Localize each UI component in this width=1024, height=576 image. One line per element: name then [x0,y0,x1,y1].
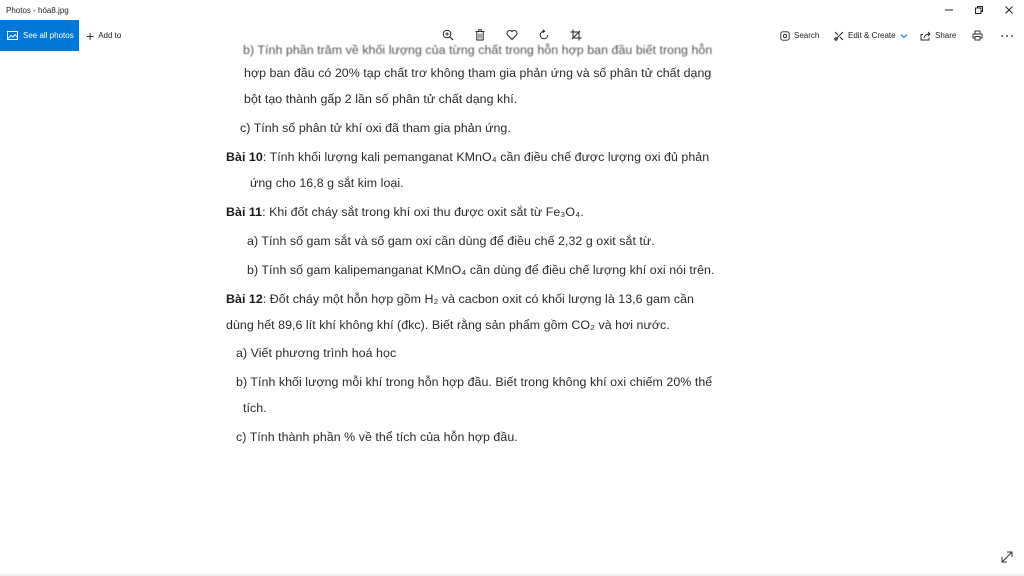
close-icon[interactable] [994,0,1024,20]
photo-viewer [0,43,1024,576]
window-controls [934,0,1024,20]
exercise-10 [226,150,709,164]
restore-icon[interactable] [964,0,994,20]
text-line: c) Tính số phân tử khí oxi đã tham gia phản ứng. [240,121,511,135]
text-line: bột tạo thành gấp 2 lần số phân tử chất dạng khí. [244,92,518,106]
share-label: Share [935,31,957,40]
edit-create-icon [834,31,844,41]
title-bar [0,0,1024,20]
see-all-photos-label: See all photos [23,31,74,40]
add-to-label: Add to [98,31,122,40]
crop-icon[interactable] [569,28,583,42]
search-icon [780,31,790,41]
see-all-photos-button[interactable] [0,20,79,51]
share-icon [920,31,931,41]
text-line: hợp ban đầu có 20% tạp chất trơ không tham gia phản ứng và số phân tử chất dạng [244,66,712,80]
edit-create-button[interactable] [834,20,908,51]
search-button[interactable] [780,20,819,51]
text-line: b) Tính số gam kalipemanganat KMnO₄ cần dùng để điều chế lượng khí oxi nói trên. [247,263,715,277]
plus-icon: + [86,27,95,44]
exercise-12 [226,292,694,306]
text-line: ứng cho 16,8 g sắt kim loại. [250,176,404,190]
favorite-icon[interactable] [505,28,519,42]
delete-icon[interactable] [473,28,487,42]
add-to-button[interactable] [86,20,121,51]
print-button[interactable] [972,20,987,51]
more-options-icon[interactable] [1000,20,1018,51]
chevron-down-icon [900,33,908,39]
text-line-cutoff: b) Tính phần trăm về khối lượng của từng chất trong hỗn hợp ban đầu biết trong hỗn [243,43,713,57]
exercise-text: : Tính khối lượng kali pemanganat KMnO₄ cần điều chế được lượng oxi đủ phản [262,150,710,164]
print-icon [972,30,983,41]
exercise-title: Bài 12 [226,292,263,306]
text-line: dùng hết 89,6 lít khí không khí (đkc). Biết rằng sản phẩm gồm CO₂ và hơi nước. [226,318,670,332]
text-line: tích. [243,401,267,415]
text-line: a) Tính số gam sắt và số gam oxi cần dùng để điều chế 2,32 g oxit sắt từ. [247,234,655,248]
exercise-text: : Đốt cháy một hỗn hợp gồm H₂ và cacbon oxit có khối lượng là 13,6 gam cần [262,292,694,306]
search-label: Search [794,31,820,40]
exercise-title: Bài 10 [226,150,263,164]
edit-create-label: Edit & Create [848,31,896,40]
zoom-icon[interactable] [441,28,455,42]
text-line: a) Viết phương trình hoá học [236,346,397,360]
share-button[interactable] [920,20,956,51]
minimize-icon[interactable] [934,0,964,20]
fullscreen-icon[interactable] [1000,550,1014,564]
exercise-title: Bài 11 [226,205,263,219]
exercise-11 [226,205,584,219]
photos-icon [7,31,18,40]
text-line: c) Tính thành phần % về thể tích của hỗn hợp đầu. [236,430,518,444]
exercise-text: : Khi đốt cháy sắt trong khí oxi thu được oxit sắt từ Fe₃O₄. [262,205,584,219]
text-line: b) Tính khối lượng mỗi khí trong hỗn hợp đầu. Biết trong không khí oxi chiếm 20% thể [236,375,713,389]
rotate-icon[interactable] [537,28,551,42]
window-title: Photos - hóa8.jpg [6,5,69,15]
